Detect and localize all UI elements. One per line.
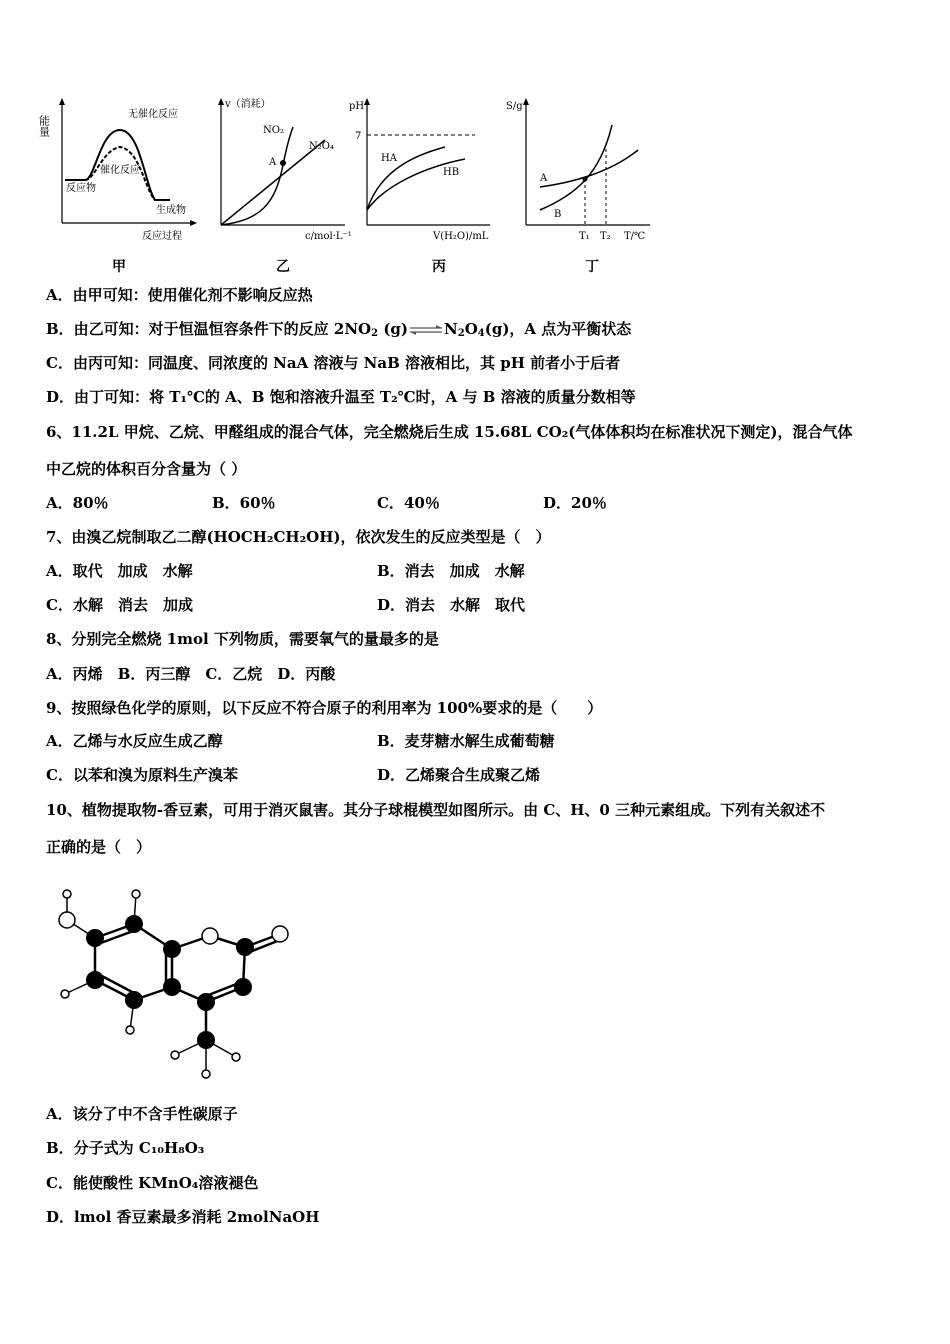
q5-option-a: A．由甲可知：使用催化剂不影响反应热 — [46, 286, 313, 304]
figure-yi-caption: 乙 — [276, 259, 290, 275]
q5-option-d: D．由丁可知：将 T₁℃的 A、B 饱和溶液升温至 T₂℃时，A 与 B 溶液的质量分数相等 — [46, 388, 636, 406]
q9-option-b: B．麦芽糖水解生成葡萄糖 — [377, 732, 555, 750]
figure-ding-caption: 丁 — [585, 259, 599, 275]
bing-hb-label: HB — [443, 167, 460, 178]
q9-option-a: A．乙烯与水反应生成乙醇 — [46, 732, 223, 750]
equilibrium-arrow-icon — [408, 325, 444, 335]
figure-jia — [37, 95, 200, 245]
q6-stem-2: 中乙烷的体积百分含量为（ ） — [46, 460, 247, 478]
bing-x-label: V(H₂O)/mL — [433, 231, 489, 242]
q6-stem-1: 6、11.2L 甲烷、乙烷、甲醛组成的混合气体，完全燃烧后生成 15.68L CO₂(气体体积均在标准状况下测定)，混合气体 — [46, 423, 853, 441]
yi-y-label: v（消耗） — [225, 99, 271, 110]
ding-t1-label: T₁ — [579, 231, 590, 242]
q8-stem: 8、分别完全燃烧 1mol 下列物质，需要氧气的量最多的是 — [46, 630, 439, 648]
q6-option-b: B．60％ — [212, 494, 276, 512]
q7-option-a: A．取代 加成 水解 — [46, 562, 193, 580]
q5-option-b-post: ，A 点为平衡状态 — [509, 320, 632, 338]
bing-y-label: pH — [349, 101, 365, 112]
jia-start-label: 反应物 — [66, 183, 96, 194]
q9-option-d: D．乙烯聚合生成聚乙烯 — [377, 766, 541, 784]
q5-option-b-pre: B．由乙可知：对于恒温恒容条件下的反应 2NO — [46, 320, 372, 338]
yi-point-label: A — [269, 157, 277, 168]
figure-bing — [345, 95, 495, 245]
ding-x-label: T/℃ — [624, 231, 646, 242]
yi-x-label: c/mol·L⁻¹ — [305, 231, 352, 242]
figure-bing-caption: 丙 — [432, 259, 446, 275]
yi-no2-label: NO₂ — [263, 125, 284, 136]
ding-b-label: B — [554, 209, 562, 220]
q10-option-b: B．分子式为 C₁₀H₈O₃ — [46, 1139, 205, 1157]
q7-stem: 7、由溴乙烷制取乙二醇(HOCH₂CH₂OH)，依次发生的反应类型是（ ） — [46, 528, 551, 546]
q6-option-a: A．80％ — [46, 494, 109, 512]
figure-jia-caption: 甲 — [112, 259, 126, 275]
q10-stem-2: 正确的是（ ） — [46, 838, 152, 856]
jia-x-label: 反应过程 — [142, 231, 182, 242]
q7-option-b: B．消去 加成 水解 — [377, 562, 525, 580]
q6-option-c: C．40％ — [377, 494, 440, 512]
q10-option-c: C．能使酸性 KMnO₄溶液褪色 — [46, 1174, 259, 1192]
q7-option-c: C．水解 消去 加成 — [46, 596, 193, 614]
jia-y-label: 能量 — [37, 115, 51, 137]
jia-end-label: 生成物 — [156, 205, 186, 216]
q9-stem: 9、按照绿色化学的原则，以下反应不符合原子的利用率为 100%要求的是（ ） — [46, 699, 603, 717]
figure-yi — [205, 95, 350, 245]
q6-option-d: D．20％ — [543, 494, 607, 512]
ding-y-label: S/g — [506, 101, 523, 112]
bing-ha-label: HA — [381, 153, 397, 164]
jia-curve1-label: 无催化反应 — [128, 109, 178, 120]
coumarin-ball-stick-model — [50, 882, 300, 1082]
q7-option-d: D．消去 水解 取代 — [377, 596, 526, 614]
q5-option-b: B．由乙可知：对于恒温恒容条件下的反应 $2NO_2$ (g) $N_2O_4(g)$，A 点为平衡状态 — [46, 320, 632, 339]
bing-seven-label: 7 — [355, 131, 362, 142]
q10-option-d: D．lmol 香豆素最多消耗 2molNaOH — [46, 1208, 320, 1226]
q9-option-c: C．以苯和溴为原料生产溴苯 — [46, 766, 238, 784]
figure-ding — [500, 95, 660, 245]
q5-option-c: C．由丙可知：同温度、同浓度的 NaA 溶液与 NaB 溶液相比，其 pH 前者小于后者 — [46, 354, 621, 372]
ding-t2-label: T₂ — [600, 231, 611, 242]
q5-option-b-mid: N — [444, 320, 458, 338]
ding-a-label: A — [540, 173, 548, 184]
q10-option-a: A．该分了中不含手性碳原子 — [46, 1105, 238, 1123]
q8-options: A．丙烯 B．丙三醇 C．乙烷 D．丙酸 — [46, 665, 336, 683]
yi-n2o4-label: N₂O₄ — [309, 141, 334, 152]
q10-stem-1: 10、植物提取物-香豆素，可用于消灭鼠害。其分子球棍模型如图所示。由 C、H、0 三种元素组成。下列有关叙述不 — [46, 801, 826, 819]
jia-curve2-label: 催化反应 — [100, 165, 140, 176]
